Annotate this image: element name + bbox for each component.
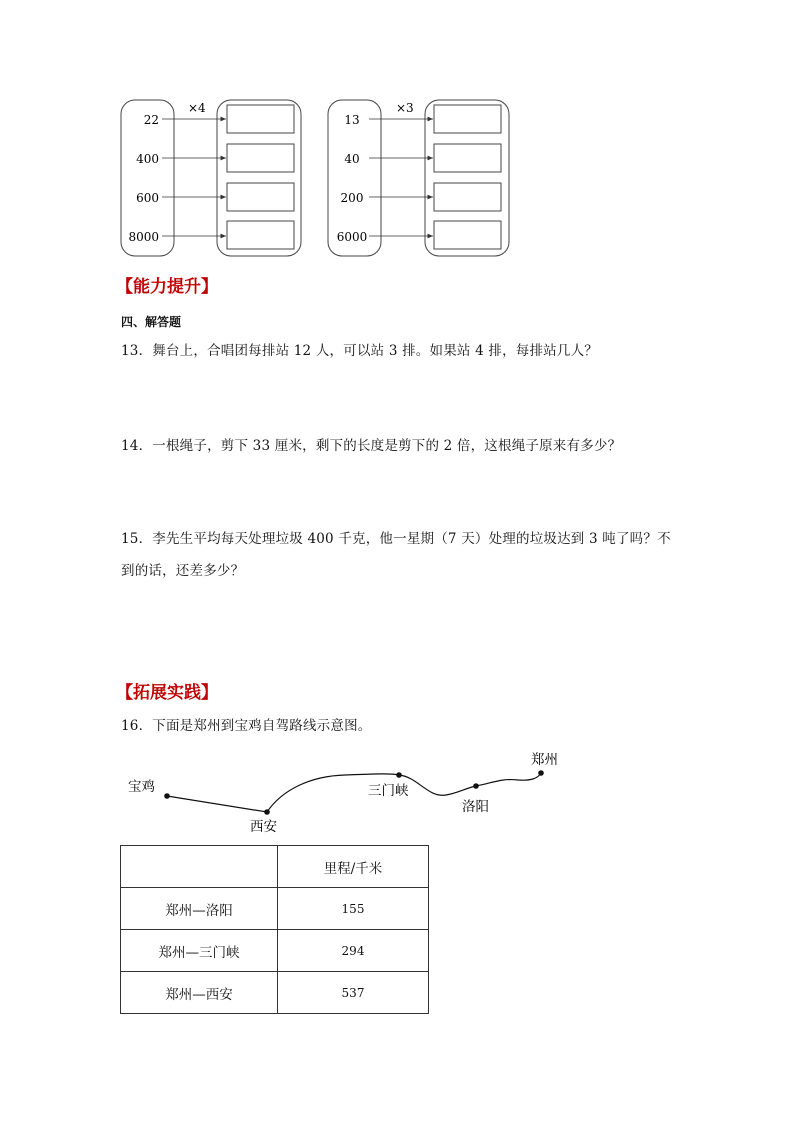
answer-box[interactable] xyxy=(434,183,501,211)
city-point xyxy=(164,793,170,799)
distance-cell: 537 xyxy=(278,972,429,1014)
mapping-diagrams xyxy=(0,0,794,270)
city-label: 三门峡 xyxy=(368,783,409,799)
table-header-row xyxy=(121,846,429,888)
distance-cell: 155 xyxy=(278,888,429,930)
answer-box[interactable] xyxy=(227,221,294,249)
answer-box[interactable] xyxy=(227,183,294,211)
input-value: 22 xyxy=(143,113,159,127)
route-cell: 郑州—洛阳 xyxy=(121,888,278,930)
city-label: 宝鸡 xyxy=(128,779,155,795)
table-header-cell: 里程/千米 xyxy=(278,846,429,888)
distance-cell: 294 xyxy=(278,930,429,972)
mapping-diagram-2 xyxy=(328,100,509,256)
city-label: 西安 xyxy=(250,819,277,835)
city-label: 郑州 xyxy=(531,752,558,768)
part-four-title: 四、解答题 xyxy=(121,315,182,329)
answer-box[interactable] xyxy=(434,221,501,249)
answer-box[interactable] xyxy=(434,144,501,172)
answer-box[interactable] xyxy=(434,105,501,133)
input-value: 40 xyxy=(344,152,360,166)
route-cell: 郑州—三门峡 xyxy=(121,930,278,972)
answer-box[interactable] xyxy=(227,144,294,172)
city-point xyxy=(538,770,544,776)
table-row xyxy=(121,888,429,930)
city-point xyxy=(473,783,479,789)
section-title-ability: 【能力提升】 xyxy=(116,277,218,297)
question-15-line-1: 15．李先生平均每天处理垃圾 400 千克，他一星期（7 天）处理的垃圾达到 3 吨了吗？不 xyxy=(121,531,671,547)
answer-box[interactable] xyxy=(227,105,294,133)
mapping-diagram-1 xyxy=(121,100,301,256)
table-row xyxy=(121,972,429,1014)
input-value: 6000 xyxy=(336,230,368,244)
input-value: 13 xyxy=(344,113,360,127)
city-label: 洛阳 xyxy=(462,799,489,815)
table-header-cell xyxy=(121,846,278,888)
input-value: 8000 xyxy=(128,230,159,244)
input-value: 600 xyxy=(136,191,159,205)
operator-label: ×4 xyxy=(188,101,206,115)
section-title-extension: 【拓展实践】 xyxy=(116,683,218,703)
table-row xyxy=(121,930,429,972)
input-value: 200 xyxy=(340,191,364,205)
operator-label: ×3 xyxy=(396,101,414,115)
question-16: 16．下面是郑州到宝鸡自驾路线示意图。 xyxy=(121,718,372,734)
route-map xyxy=(0,740,794,840)
mileage-table xyxy=(120,845,429,1014)
output-oval xyxy=(425,100,509,256)
question-13: 13．舞台上，合唱团每排站 12 人，可以站 3 排。如果站 4 排，每排站几人？ xyxy=(121,343,598,359)
input-value: 400 xyxy=(136,152,159,166)
route-cell: 郑州—西安 xyxy=(121,972,278,1014)
output-oval xyxy=(217,100,301,256)
question-15-line-2: 到的话，还差多少？ xyxy=(121,563,245,579)
city-point xyxy=(264,809,270,815)
city-point xyxy=(396,772,402,778)
question-14: 14．一根绳子，剪下 33 厘米，剩下的长度是剪下的 2 倍，这根绳子原来有多少？ xyxy=(121,438,622,454)
